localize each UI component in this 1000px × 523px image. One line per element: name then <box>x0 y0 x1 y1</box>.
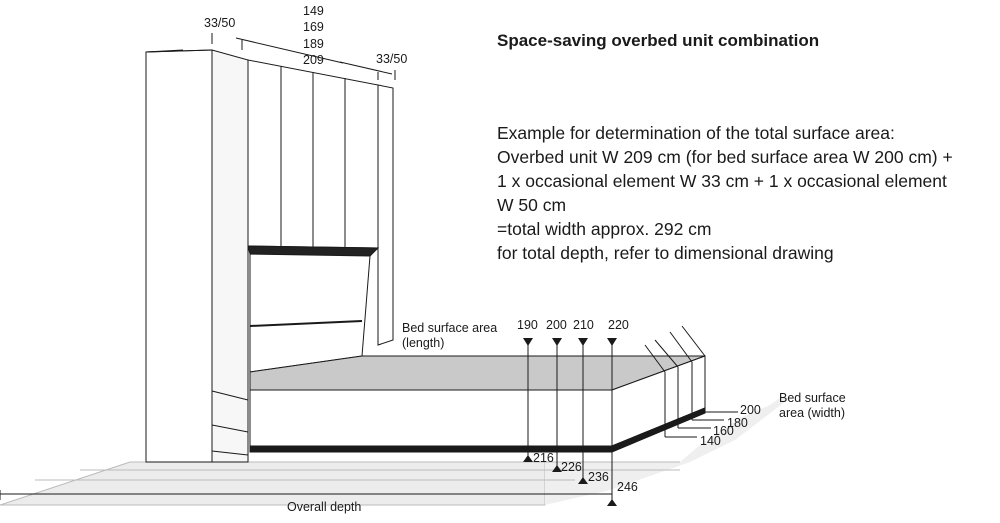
description-line: for total depth, refer to dimensional drawing <box>497 243 834 263</box>
left-tall-cabinet <box>146 50 212 462</box>
bed-length-label-1: Bed surface area <box>402 321 498 335</box>
bed-length-210: 210 <box>573 318 594 332</box>
description-block <box>497 121 997 265</box>
unit-width-209: 209 <box>303 53 324 67</box>
bed-width-160: 160 <box>713 424 734 438</box>
bed-length-label-2: (length) <box>402 336 445 350</box>
bed-width-140: 140 <box>700 434 721 448</box>
bed-width-label-1: Bed surface <box>779 391 846 405</box>
description-line: Example for determination of the total surface area: <box>497 123 895 143</box>
unit-width-189: 189 <box>303 37 324 51</box>
depth-216: 216 <box>533 451 554 465</box>
overall-depth-label: Overall depth <box>287 500 362 514</box>
unit-width-149: 149 <box>303 4 324 18</box>
depth-226: 226 <box>561 460 582 474</box>
description-line: 1 x occasional element W 33 cm + 1 x occasional element <box>497 171 947 191</box>
depth-246: 246 <box>617 480 638 494</box>
bed-width-200: 200 <box>740 403 761 417</box>
side-right-label: 33/50 <box>376 52 408 66</box>
bed-width-180: 180 <box>727 416 748 430</box>
bed-length-220: 220 <box>608 318 629 332</box>
description-line: Overbed unit W 209 cm (for bed surface area W 200 cm) + <box>497 147 953 167</box>
description-line: W 50 cm <box>497 195 567 215</box>
headboard <box>250 254 370 372</box>
description-line: =total width approx. 292 cm <box>497 219 712 239</box>
side-left-label: 33/50 <box>204 16 236 30</box>
page-title: Space-saving overbed unit combination <box>497 31 820 50</box>
floor-plane <box>0 462 545 505</box>
depth-236: 236 <box>588 470 609 484</box>
bed-width-label-2: area (width) <box>779 406 845 420</box>
right-side-element <box>378 85 393 345</box>
bed-length-190: 190 <box>517 318 538 332</box>
bed-front <box>250 390 612 446</box>
bed-length-200: 200 <box>546 318 567 332</box>
unit-width-169: 169 <box>303 20 324 34</box>
